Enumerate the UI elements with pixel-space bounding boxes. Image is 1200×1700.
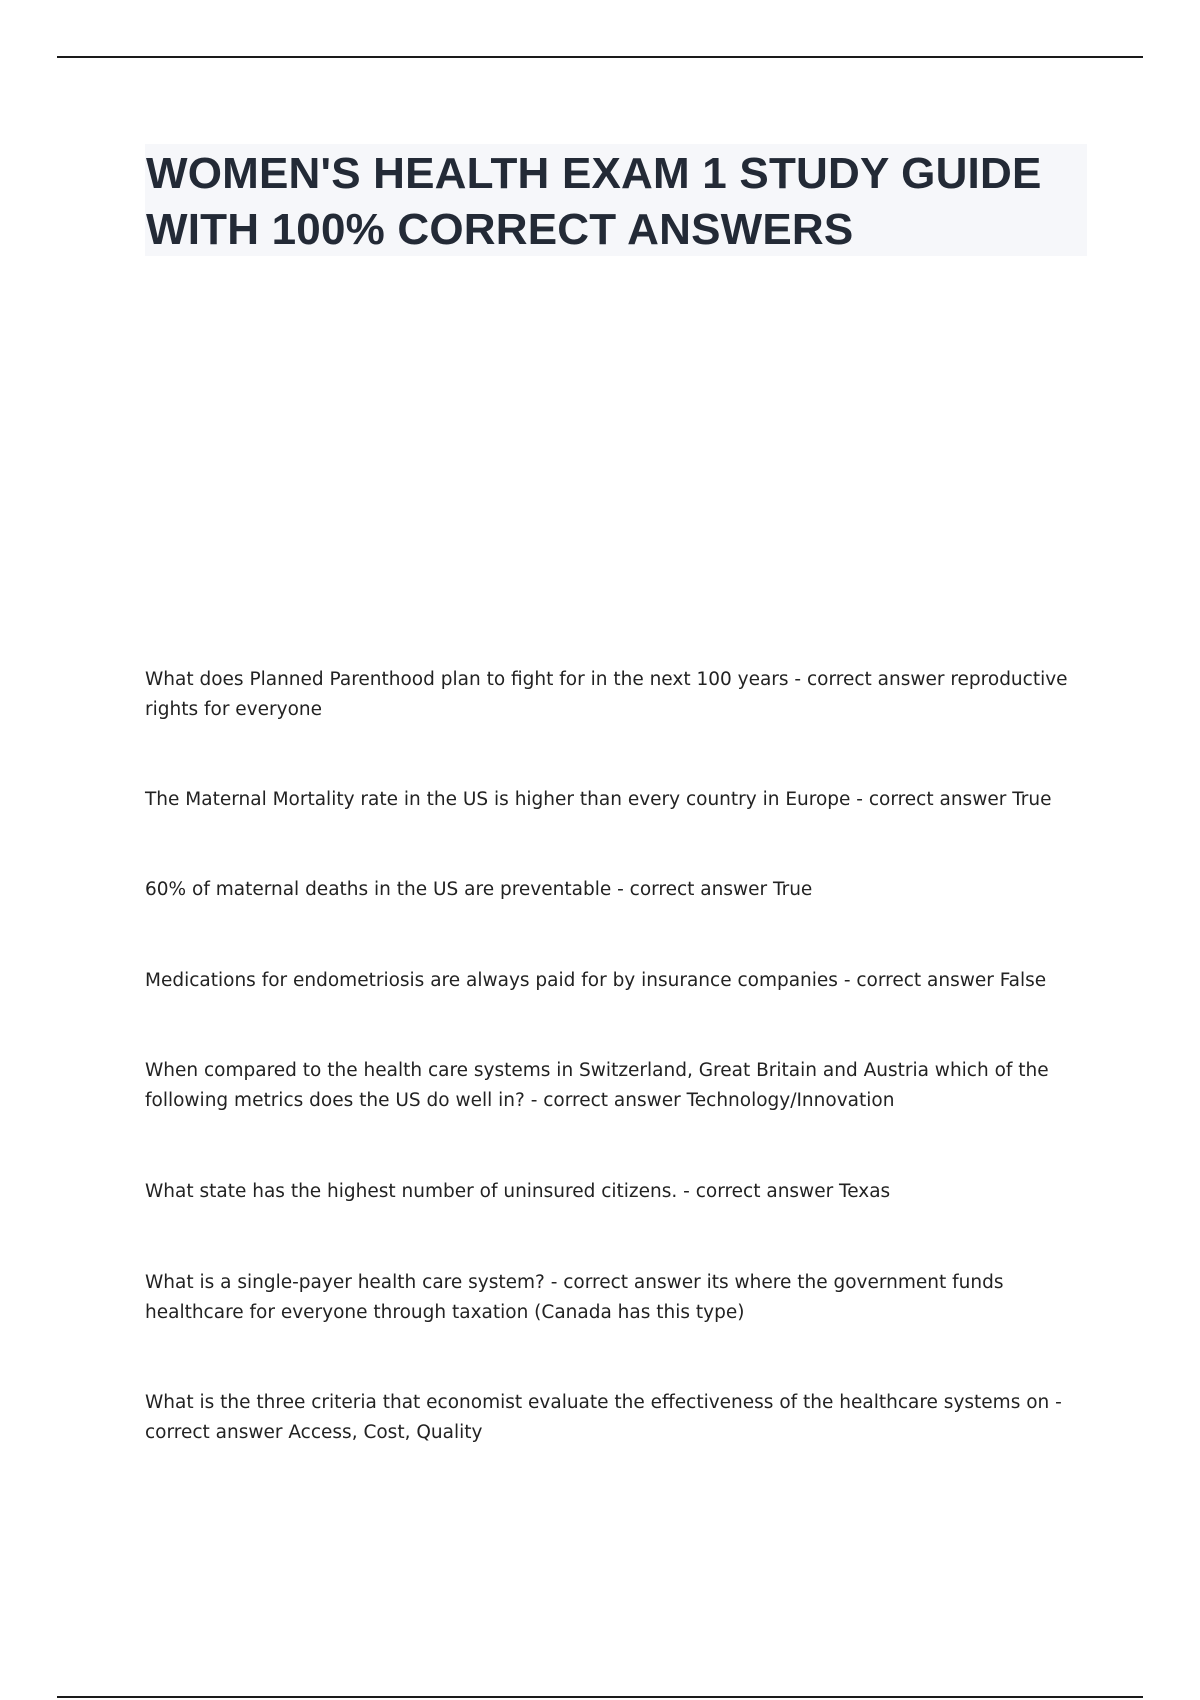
qa-item: Medications for endometriosis are always paid for by insurance companies - correct answer False [145,970,1047,991]
document-title: WOMEN'S HEALTH EXAM 1 STUDY GUIDE WITH 100% CORRECT ANSWERS [146,149,1042,254]
qa-item: 60% of maternal deaths in the US are preventable - correct answer True [145,879,813,900]
qa-item: When compared to the health care systems in Switzerland, Great Britain and Austria which of the following metrics does the US do well in? - correct answer Technology/Innovation [145,1060,1049,1111]
qa-item: The Maternal Mortality rate in the US is higher than every country in Europe - correct answer True [145,789,1052,810]
qa-item: What state has the highest number of uninsured citizens. - correct answer Texas [145,1181,891,1202]
qa-item: What is the three criteria that economist evaluate the effectiveness of the healthcare systems on - correct answer Access, Cost, Quality [145,1392,1062,1443]
bottom-rule [57,1696,1143,1698]
qa-item: What is a single-payer health care system? - correct answer its where the government funds healthcare for everyone through taxation (Canada has this type) [145,1272,1004,1323]
qa-item: What does Planned Parenthood plan to fight for in the next 100 years - correct answer reproductive rights for everyone [145,669,1068,720]
top-rule [57,56,1143,58]
